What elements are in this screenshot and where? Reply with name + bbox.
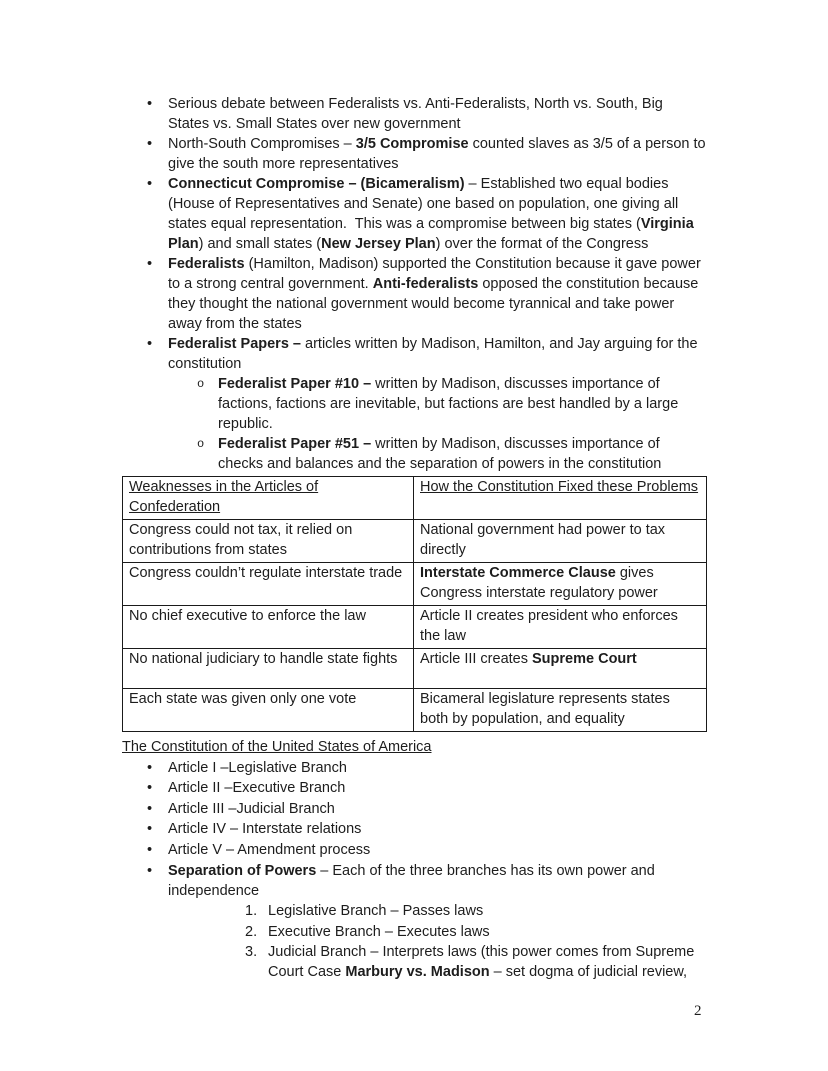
text-segment: – set dogma of judicial review, [489, 964, 688, 981]
text-segment: Supreme Court [532, 651, 637, 667]
text-segment: Federalists [168, 256, 245, 272]
section-bullet-list [122, 758, 706, 983]
list-item [122, 254, 706, 334]
table-row [123, 606, 707, 649]
bullet-marker: • [147, 841, 153, 858]
text-segment: written by Madison, discusses importance of checks and balances and the separation of powers in the constitution [218, 436, 662, 472]
bullet-marker: • [147, 780, 153, 797]
text-segment: North-South Compromises – [168, 136, 356, 152]
table-cell [414, 563, 707, 606]
comparison-table [122, 476, 707, 732]
text-segment: ) and small states ( [198, 236, 322, 252]
text-segment: Anti-federalists [372, 276, 479, 292]
table-header-cell [123, 477, 414, 520]
bullet-marker: • [147, 96, 153, 112]
list-item-text [268, 922, 706, 942]
table-cell [414, 649, 707, 689]
list-item-text [168, 334, 706, 374]
list-item-text [168, 778, 706, 798]
section-heading: The Constitution of the United States of America [122, 739, 432, 755]
table-cell [414, 689, 707, 732]
table-row [123, 520, 707, 563]
table-cell [123, 649, 414, 689]
list-item-text [168, 134, 706, 174]
text-segment: Federalist Paper #10 – [218, 376, 372, 392]
list-item-text [168, 758, 706, 778]
text-segment: Article I –Legislative Branch [168, 759, 347, 776]
text-segment: Bicameral legislature represents states both by population, and equality [420, 691, 670, 727]
bullet-marker: • [147, 336, 153, 352]
list-item [122, 840, 706, 860]
text-segment: – Established two equal bodies (House of Representatives and Senate) one based on population, one giving all states equal representation. This was a compromise between big states ( [168, 176, 679, 232]
bullet-marker: • [147, 821, 153, 838]
list-item [122, 374, 706, 434]
table-cell [123, 563, 414, 606]
table-row [123, 649, 707, 689]
list-item-text [268, 901, 706, 921]
text-segment: written by Madison, discusses importance of factions, factions are inevitable, but factions are best handled by a large republic. [218, 376, 679, 432]
table-cell [414, 520, 707, 563]
list-item-text [218, 374, 706, 434]
text-segment: (Hamilton, Madison) supported the Constitution because it gave power to a strong central government. [168, 256, 701, 292]
text-segment: gives Congress interstate regulatory power [420, 565, 658, 601]
page-number: 2 [694, 1003, 702, 1019]
text-segment: Federalist Paper #51 – [218, 436, 372, 452]
list-number: 3. [245, 944, 258, 961]
text-segment: counted slaves as 3/5 of a person to give the south more representatives [168, 136, 706, 172]
text-segment: Article V – Amendment process [168, 841, 371, 858]
text-segment: Serious debate between Federalists vs. Anti-Federalists, North vs. South, Big States vs. Small States over new government [168, 96, 663, 132]
bullet-marker: • [147, 800, 153, 817]
list-item-text [168, 799, 706, 819]
text-segment: No chief executive to enforce the law [129, 608, 366, 624]
bullet-marker: • [147, 256, 153, 272]
list-item [122, 819, 706, 839]
text-segment: Separation of Powers [168, 862, 317, 879]
list-item [122, 901, 706, 921]
text-segment: Marbury vs. Madison [345, 964, 490, 981]
table-cell [123, 606, 414, 649]
text-segment: Article II creates president who enforces the law [420, 608, 678, 644]
list-item-text [218, 434, 706, 474]
table-row [123, 563, 707, 606]
text-segment: Connecticut Compromise – (Bicameralism) [168, 176, 465, 192]
text-segment: Executive Branch – Executes laws [268, 923, 490, 940]
text-segment: Judicial Branch – Interprets laws (this power comes from Supreme Court Case [268, 944, 695, 981]
bullet-marker: • [147, 176, 153, 192]
list-item [122, 94, 706, 134]
list-item-text [268, 942, 706, 982]
bullet-marker: • [147, 759, 153, 776]
table-header-text: Weaknesses in the Articles of Confederation [129, 479, 319, 515]
bullet-marker: • [147, 136, 153, 152]
text-segment: opposed the constitution because they thought the national government would become tyrannical and take power away from the states [168, 276, 699, 332]
text-segment: 3/5 Compromise [355, 136, 469, 152]
list-item [122, 334, 706, 374]
table-row [123, 689, 707, 732]
text-segment: ) over the format of the Congress [435, 236, 649, 252]
text-segment: Congress couldn’t regulate interstate trade [129, 565, 403, 581]
list-item-text [168, 174, 706, 254]
list-item [122, 942, 706, 982]
table-header-text: How the Constitution Fixed these Problems [420, 479, 699, 495]
text-segment: National government had power to tax directly [420, 522, 666, 558]
list-item [122, 799, 706, 819]
text-segment: Virginia Plan [168, 216, 694, 252]
text-segment: Legislative Branch – Passes laws [268, 903, 484, 920]
bullet-marker: • [147, 862, 153, 879]
text-segment: – Each of the three branches has its own power and independence [168, 862, 655, 899]
list-number: 1. [245, 903, 258, 920]
text-segment: Each state was given only one vote [129, 691, 357, 707]
text-segment: Article II –Executive Branch [168, 780, 346, 797]
text-segment: Federalist Papers – [168, 336, 301, 352]
text-segment: New Jersey Plan [321, 236, 436, 252]
table-header-cell [414, 477, 707, 520]
table-cell [123, 689, 414, 732]
list-item-text [168, 861, 706, 901]
bullet-marker: o [197, 437, 205, 451]
table-cell [123, 520, 414, 563]
list-item [122, 134, 706, 174]
top-bullet-list [122, 94, 706, 474]
bullet-marker: o [197, 377, 205, 391]
list-item [122, 861, 706, 901]
text-segment: Congress could not tax, it relied on contributions from states [129, 522, 353, 558]
text-segment: Interstate Commerce Clause [420, 565, 616, 581]
table-cell [414, 606, 707, 649]
table-header-row [123, 477, 707, 520]
list-item-text [168, 840, 706, 860]
text-segment: Article III creates [420, 651, 533, 667]
text-segment: articles written by Madison, Hamilton, and Jay arguing for the constitution [168, 336, 698, 372]
list-item-text [168, 94, 706, 134]
list-item [122, 174, 706, 254]
page-content [122, 94, 706, 982]
list-item-text [168, 819, 706, 839]
list-item [122, 434, 706, 474]
list-item [122, 758, 706, 778]
list-item [122, 922, 706, 942]
text-segment: Article IV – Interstate relations [168, 821, 362, 838]
list-item-text [168, 254, 706, 334]
list-item [122, 778, 706, 798]
text-segment: No national judiciary to handle state fights [129, 651, 398, 667]
text-segment: Article III –Judicial Branch [168, 800, 335, 817]
list-number: 2. [245, 923, 258, 940]
